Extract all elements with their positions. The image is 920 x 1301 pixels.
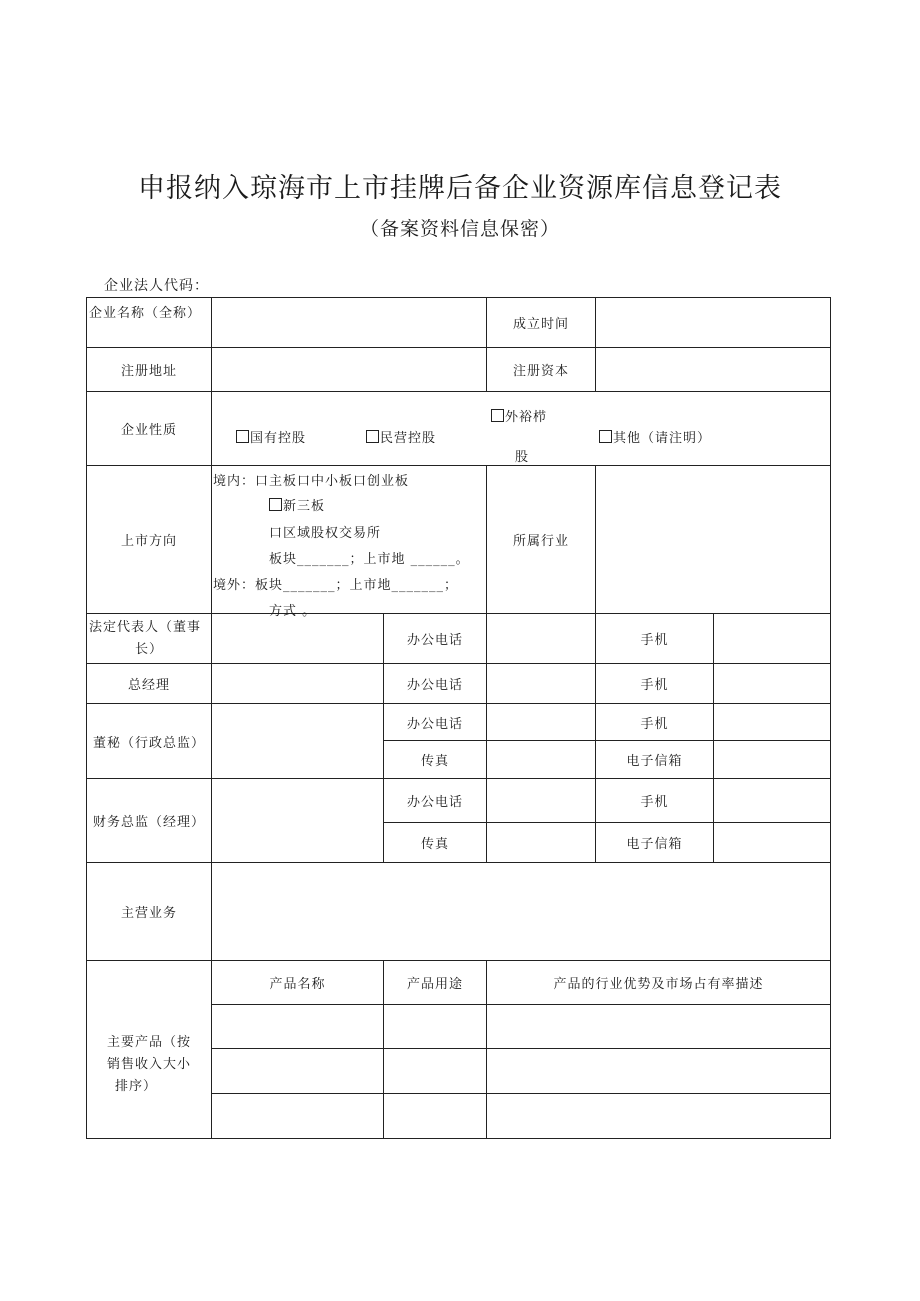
product-desc-field[interactable] xyxy=(487,1005,831,1049)
legal-rep-mobile-label: 手机 xyxy=(596,614,714,664)
main-products-label: 主要产品（按 销售收入大小 排序） xyxy=(87,961,212,1139)
cfo-office-phone-field[interactable] xyxy=(487,779,596,823)
reg-address-field[interactable] xyxy=(212,348,487,392)
gm-label: 总经理 xyxy=(87,664,212,704)
legal-rep-office-phone-label: 办公电话 xyxy=(384,614,487,664)
reg-address-label: 注册地址 xyxy=(87,348,212,392)
row-gm xyxy=(87,664,831,704)
checkbox-icon[interactable] xyxy=(491,409,504,422)
registration-table xyxy=(86,297,831,1139)
listing-overseas-line[interactable]: 境外：板块_______；上市地_______； xyxy=(213,578,459,593)
product-use-field[interactable] xyxy=(384,1094,487,1139)
product-name-field[interactable] xyxy=(212,1094,384,1139)
legal-code-label: 企业法人代码： xyxy=(104,278,209,294)
nature-foreign-option-line2: 股 xyxy=(515,450,530,465)
product-use-field[interactable] xyxy=(384,1049,487,1094)
established-field[interactable] xyxy=(596,298,831,348)
product-use-field[interactable] xyxy=(384,1005,487,1049)
cfo-field[interactable] xyxy=(212,779,384,863)
nature-label: 企业性质 xyxy=(87,392,212,466)
gm-field[interactable] xyxy=(212,664,384,704)
product-name-field[interactable] xyxy=(212,1049,384,1094)
product-use-header: 产品用途 xyxy=(384,961,487,1005)
secretary-office-phone-field[interactable] xyxy=(487,704,596,741)
row-nature xyxy=(87,392,831,466)
legal-rep-mobile-field[interactable] xyxy=(714,614,831,664)
checkbox-icon[interactable] xyxy=(269,498,282,511)
product-desc-field[interactable] xyxy=(487,1094,831,1139)
secretary-fax-field[interactable] xyxy=(487,741,596,779)
main-business-label: 主营业务 xyxy=(87,863,212,961)
secretary-email-field[interactable] xyxy=(714,741,831,779)
secretary-fax-label: 传真 xyxy=(384,741,487,779)
cfo-email-label: 电子信箱 xyxy=(596,823,714,863)
gm-office-phone-field[interactable] xyxy=(487,664,596,704)
reg-capital-label: 注册资本 xyxy=(487,348,596,392)
secretary-mobile-label: 手机 xyxy=(596,704,714,741)
cfo-label: 财务总监（经理） xyxy=(87,779,212,863)
product-name-header: 产品名称 xyxy=(212,961,384,1005)
legal-rep-office-phone-field[interactable] xyxy=(487,614,596,664)
product-desc-header: 产品的行业优势及市场占有率描述 xyxy=(487,961,831,1005)
row-cfo-1 xyxy=(87,779,831,823)
nature-private-option[interactable]: 民营控股 xyxy=(366,427,436,446)
legal-rep-label: 法定代表人（董事 长） xyxy=(87,614,212,664)
checkbox-icon[interactable] xyxy=(366,430,379,443)
page-title: 申报纳入琼海市上市挂牌后备企业资源库信息登记表 xyxy=(138,173,782,204)
secretary-field[interactable] xyxy=(212,704,384,779)
nature-other-option[interactable]: 其他（请注明） xyxy=(599,427,711,446)
listing-method-line[interactable]: 方式 。 xyxy=(269,604,317,619)
cfo-fax-label: 传真 xyxy=(384,823,487,863)
cfo-fax-field[interactable] xyxy=(487,823,596,863)
secretary-label: 董秘（行政总监） xyxy=(87,704,212,779)
row-main-business xyxy=(87,863,831,961)
industry-field[interactable] xyxy=(596,466,831,614)
listing-regional-option[interactable]: 口区域股权交易所 xyxy=(269,526,382,541)
cfo-mobile-label: 手机 xyxy=(596,779,714,823)
row-secretary-1 xyxy=(87,704,831,741)
cfo-office-phone-label: 办公电话 xyxy=(384,779,487,823)
nature-options xyxy=(212,392,831,466)
company-name-field[interactable] xyxy=(212,298,487,348)
cfo-mobile-field[interactable] xyxy=(714,779,831,823)
row-company-name xyxy=(87,298,831,348)
row-reg-address xyxy=(87,348,831,392)
gm-mobile-field[interactable] xyxy=(714,664,831,704)
nature-state-option[interactable]: 国有控股 xyxy=(236,427,306,446)
product-name-field[interactable] xyxy=(212,1005,384,1049)
secretary-mobile-field[interactable] xyxy=(714,704,831,741)
main-business-field[interactable] xyxy=(212,863,831,961)
company-name-label: 企业名称（全称） xyxy=(87,298,212,348)
gm-mobile-label: 手机 xyxy=(596,664,714,704)
checkbox-icon[interactable] xyxy=(236,430,249,443)
listing-options xyxy=(212,466,487,619)
checkbox-icon[interactable] xyxy=(599,430,612,443)
listing-domestic-line[interactable]: 境内：口主板口中小板口创业板 xyxy=(213,474,410,489)
reg-capital-field[interactable] xyxy=(596,348,831,392)
legal-rep-field[interactable] xyxy=(212,614,384,664)
secretary-email-label: 电子信箱 xyxy=(596,741,714,779)
row-products-header xyxy=(87,961,831,1005)
gm-office-phone-label: 办公电话 xyxy=(384,664,487,704)
cfo-email-field[interactable] xyxy=(714,823,831,863)
secretary-office-phone-label: 办公电话 xyxy=(384,704,487,741)
listing-domestic-sector[interactable]: 板块_______；上市地 ______。 xyxy=(269,552,470,567)
row-legal-rep xyxy=(87,614,831,664)
industry-label: 所属行业 xyxy=(487,466,596,614)
listing-direction-label: 上市方向 xyxy=(87,466,212,614)
listing-neeq-option[interactable]: 新三板 xyxy=(269,495,325,514)
page-subtitle: （备案资料信息保密） xyxy=(359,218,560,240)
product-desc-field[interactable] xyxy=(487,1049,831,1094)
nature-foreign-option[interactable]: 外裕栉 xyxy=(491,406,547,425)
established-label: 成立时间 xyxy=(487,298,596,348)
row-listing xyxy=(87,466,831,614)
